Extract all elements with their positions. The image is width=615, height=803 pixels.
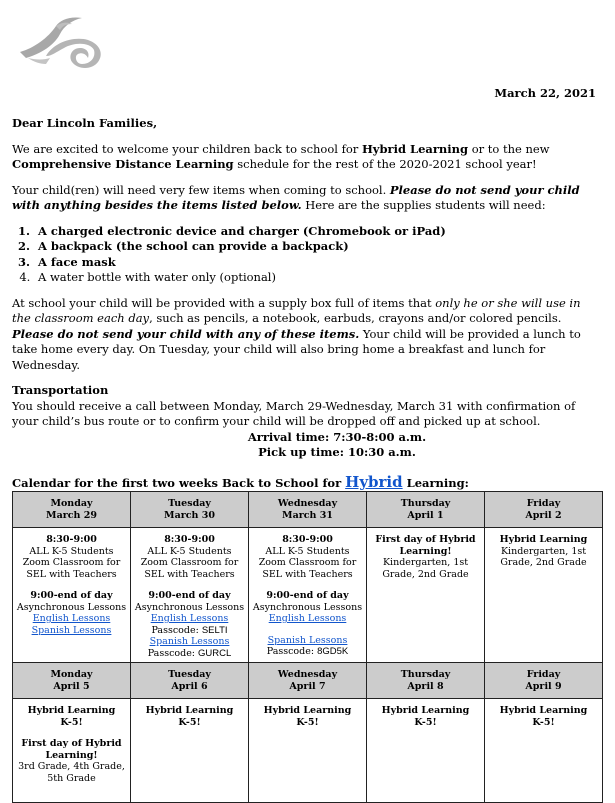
week2-header-row [13,663,603,699]
day-cell-tuesday: Hybrid Learning K-5! [131,699,249,803]
transportation-section [12,383,602,461]
day-header: Monday April 5 [13,663,131,699]
passcode: Passcode: SELTI [151,624,228,636]
day-header: Tuesday March 30 [131,492,249,528]
day-cell-friday: Hybrid Learning K-5! [485,699,603,803]
transportation-text: You should receive a call between Monday, March 29-Wednesday, March 31 with confirmation of your child’s bus route or to confirm your child will be dropped off and picked up at school. [12,398,576,428]
day-cell-monday: 8:30-9:00 ALL K-5 Students Zoom Classroom for SEL with Teachers 9:00-end of day Asynchronous Lessons English Lessons Spanish Lessons [13,528,131,663]
passcode: Passcode: 8GD5K [266,646,349,657]
day-header: Wednesday April 7 [249,663,367,699]
letter-date: March 22, 2021 [494,86,596,100]
english-lessons-link[interactable]: English Lessons [268,613,347,624]
pickup-time: Pick up time: 10:30 a.m. [258,445,416,459]
day-header: Thursday April 1 [367,492,485,528]
hybrid-link[interactable]: Hybrid [345,473,403,491]
day-header: Friday April 9 [485,663,603,699]
day-header: Monday March 29 [13,492,131,528]
week1-body-row [13,528,603,663]
spanish-lessons-link[interactable]: Spanish Lessons [267,634,348,646]
day-header: Tuesday April 6 [131,663,249,699]
supply-box-paragraph: At school your child will be provided with a supply box full of items that only he or she will use in the classroom each day, such as pencils, a notebook, earbuds, crayons and/or colored pencils. Please do not send your child with any of these items. Your child will be provided a lunch to take home every day. On Tuesday, your child will also bring home a breakfast and lunch for Wednesday. [12,295,581,372]
arrival-time: Arrival time: 7:30-8:00 a.m. [247,429,427,444]
supply-item: 4. A water bottle with water only (optional) [34,270,602,286]
spanish-lessons-link[interactable]: Spanish Lessons [149,636,230,647]
supply-item: 1. A charged electronic device and charger (Chromebook or iPad) [34,224,602,240]
day-cell-wednesday: Hybrid Learning K-5! [249,699,367,803]
day-header: Friday April 2 [485,492,603,528]
salutation: Dear Lincoln Families, [12,116,158,130]
supplies-list [12,224,602,286]
transportation-heading: Transportation [12,383,109,397]
supply-item: 2. A backpack (the school can provide a backpack) [34,239,602,255]
dolphin-logo [16,12,108,72]
intro-paragraph: We are excited to welcome your children back to school for Hybrid Learning or to the new Comprehensive Distance Learning schedule for the rest of the 2020-2021 school year! [12,141,550,171]
calendar-table [12,491,603,803]
day-cell-wednesday: 8:30-9:00 ALL K-5 Students Zoom Classroom for SEL with Teachers 9:00-end of day Asynchronous Lessons English Lessons Spanish Lessons Passcode: 8GD5K [249,528,367,663]
day-cell-monday: Hybrid Learning K-5! First day of Hybrid Learning! 3rd Grade, 4th Grade, 5th Grade [13,699,131,803]
letter-body [12,116,602,461]
english-lessons-link[interactable]: English Lessons [32,613,111,624]
english-lessons-link[interactable]: English Lessons [150,613,229,624]
passcode: Passcode: GURCL [147,647,232,659]
week2-body-row [13,699,603,803]
day-cell-thursday: Hybrid Learning K-5! [367,699,485,803]
day-cell-tuesday: 8:30-9:00 ALL K-5 Students Zoom Classroom for SEL with Teachers 9:00-end of day Asynchronous Lessons English Lessons Passcode: SELTI Spanish Lessons Passcode: GURCL [131,528,249,663]
supplies-intro-paragraph: Your child(ren) will need very few items when coming to school. Please do not send your child with anything besides the items listed below. Here are the supplies students will need: [12,182,580,212]
week1-header-row [13,492,603,528]
day-header: Wednesday March 31 [249,492,367,528]
supply-item: 3. A face mask [34,255,602,271]
day-header: Thursday April 8 [367,663,485,699]
day-cell-thursday: First day of Hybrid Learning! Kindergarten, 1st Grade, 2nd Grade [367,528,485,663]
spanish-lessons-link[interactable]: Spanish Lessons [31,624,112,636]
calendar-title: Calendar for the first two weeks Back to School for Hybrid Learning: [12,473,469,491]
day-cell-friday: Hybrid Learning Kindergarten, 1st Grade, 2nd Grade [485,528,603,663]
